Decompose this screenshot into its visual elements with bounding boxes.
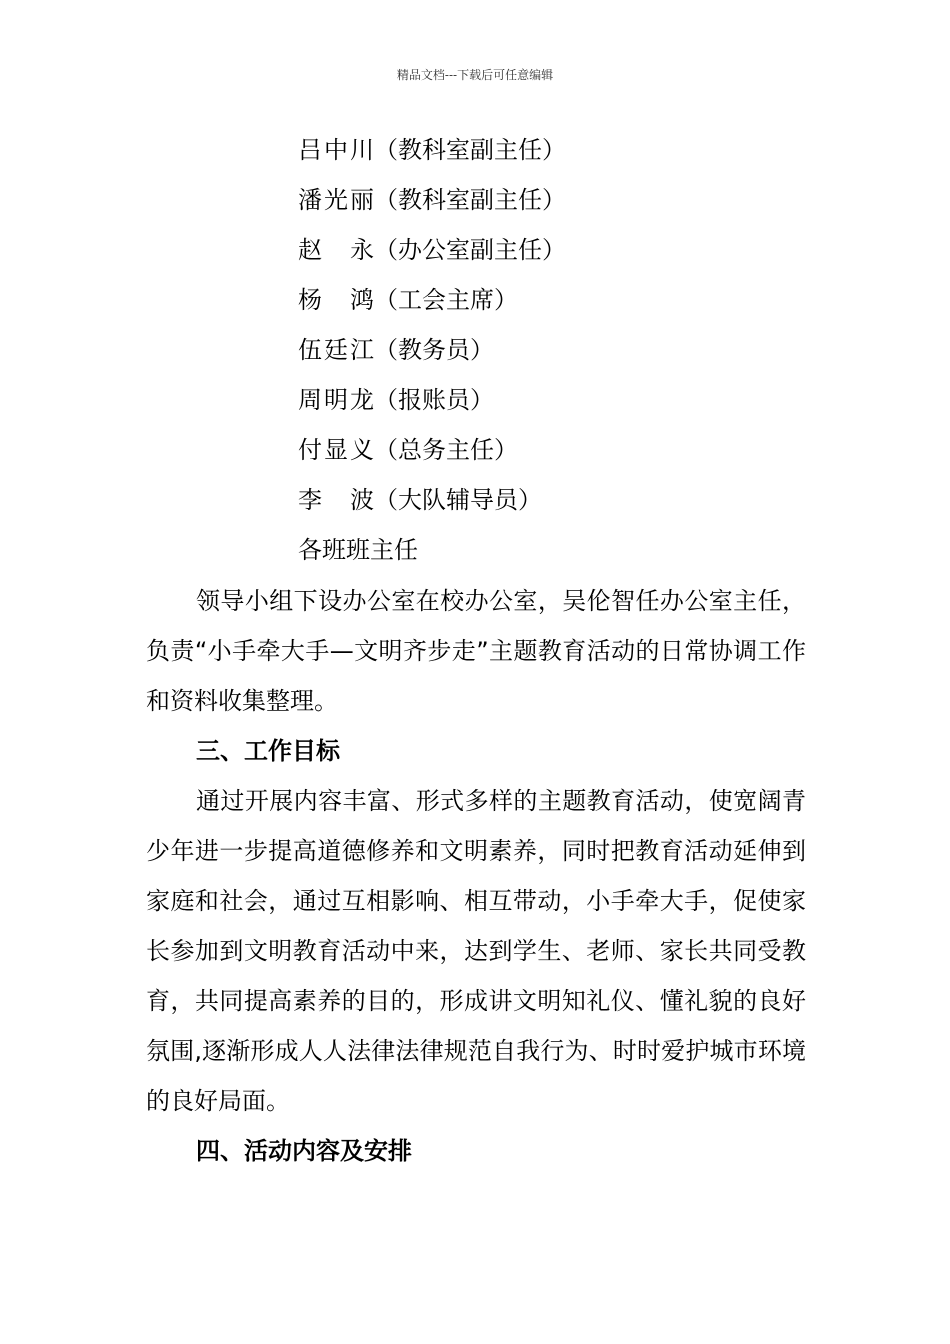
member-item xyxy=(298,280,566,330)
member-item xyxy=(298,480,566,530)
member-name: 付显义 xyxy=(298,436,374,464)
member-name: 各班班主任 xyxy=(298,536,418,564)
section-heading-activities: 四、活动内容及安排 xyxy=(196,1137,412,1165)
member-name: 周明龙 xyxy=(298,386,374,414)
member-item xyxy=(298,330,566,380)
goals-paragraph: 通过开展内容丰富、形式多样的主题教育活动，使宽阔青少年进一步提高道德修养和文明素养，同时把教育活动延伸到家庭和社会，通过互相影响、相互带动，小手牵大手，促使家长参加到文明教育活动中来，达到学生、老师、家长共同受教育，共同提高素养的目的，形成讲文明知礼仪、懂礼貌的良好氛围,逐渐形成人人法律法律规范自我行为、时时爱护城市环境的良好局面。 xyxy=(146,787,806,1115)
member-role: （教务员） xyxy=(374,336,494,364)
office-paragraph: 领导小组下设办公室在校办公室，吴伦智任办公室主任，负责“小手牵大手—文明齐步走”主题教育活动的日常协调工作和资料收集整理。 xyxy=(146,587,806,715)
member-item xyxy=(298,180,566,230)
member-name: 吕中川 xyxy=(298,136,374,164)
member-name: 赵 永 xyxy=(298,236,374,264)
member-name: 李 波 xyxy=(298,486,374,514)
member-role: （教科室副主任） xyxy=(374,186,566,214)
member-name: 伍廷江 xyxy=(298,336,374,364)
section-heading-goals: 三、工作目标 xyxy=(196,737,340,765)
member-item xyxy=(298,130,566,180)
member-item xyxy=(298,230,566,280)
body-text xyxy=(146,576,806,1176)
member-item xyxy=(298,530,566,580)
member-role: （办公室副主任） xyxy=(374,236,566,264)
member-role: （教科室副主任） xyxy=(374,136,566,164)
member-role: （工会主席） xyxy=(374,286,518,314)
member-name: 杨 鸿 xyxy=(298,286,374,314)
member-item xyxy=(298,380,566,430)
member-role: （报账员） xyxy=(374,386,494,414)
page-header: 精品文档---下载后可任意编辑 xyxy=(396,68,554,82)
member-name: 潘光丽 xyxy=(298,186,374,214)
member-item xyxy=(298,430,566,480)
member-list xyxy=(298,130,566,580)
member-role: （总务主任） xyxy=(374,436,518,464)
member-role: （大队辅导员） xyxy=(374,486,542,514)
